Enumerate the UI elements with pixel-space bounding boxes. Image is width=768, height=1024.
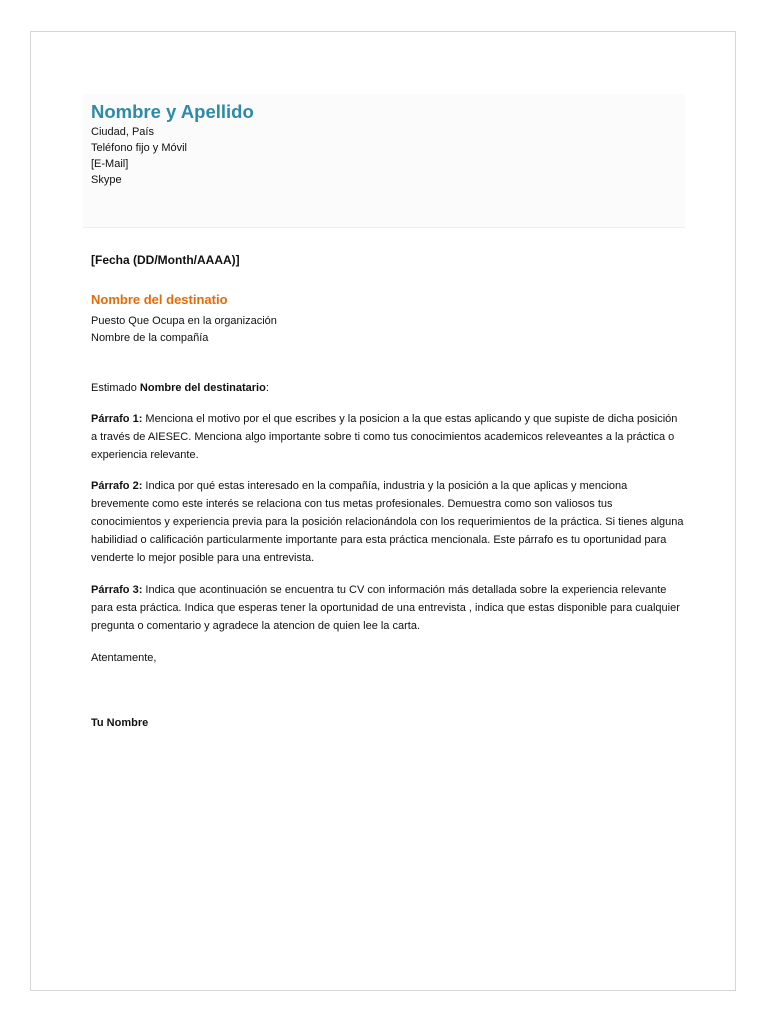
paragraph-3-text: Indica que acontinuación se encuentra tu CV con información más detallada sobre la experiencia relevante para esta práctica. Indica que esperas tener la oportunidad de una entrevista , indica que estas disponible para cualquier pregunta o comentario y agradece la atencion de quien lee la carta. [91, 584, 680, 632]
paragraph-1 [91, 410, 685, 464]
greeting-recipient: Nombre del destinatario [139, 382, 266, 394]
paragraph-1-label: Párrafo 1: [91, 413, 143, 425]
paragraph-3-label: Párrafo 3: [91, 584, 143, 596]
signature-name: Tu Nombre [91, 717, 149, 729]
letter-date: [Fecha (DD/Month/AAAA)] [91, 253, 240, 267]
paragraph-2 [91, 477, 685, 567]
sender-name: Nombre y Apellido [91, 101, 254, 122]
greeting-prefix: Estimado [91, 382, 140, 394]
document-page [30, 31, 736, 991]
sender-email: [E-Mail] [91, 158, 129, 170]
sender-city: Ciudad, País [91, 126, 154, 138]
paragraph-1-text: Menciona el motivo por el que escribes y la posicion a la que estas aplicando y que supiste de dicha posición a través de AIESEC. Menciona algo importante sobre ti como tus conocimientos academicos releveantes a la práctica o experiencia relevante. [91, 413, 678, 461]
sender-phone: Teléfono fijo y Móvil [91, 142, 187, 154]
paragraph-2-text: Indica por qué estas interesado en la compañía, industria y la posición a la que aplicas y menciona brevemente como este interés se relaciona con tus metas profesionales. Demuestra como son valiosos tus conocimientos y experiencia previa para la posición relacionándola con los requerimientos de la práctica. Si tienes alguna habilidiad o calificación particularmente importante para esta práctica mencionala. Este párrafo es tu oportunidad para venderte lo mejor posible para una entrevista. [91, 480, 684, 564]
greeting-suffix: : [265, 382, 269, 394]
greeting [91, 379, 685, 397]
sender-skype: Skype [91, 174, 122, 186]
recipient-name: Nombre del destinatio [91, 292, 228, 307]
paragraph-2-label: Párrafo 2: [91, 480, 143, 492]
recipient-details [91, 313, 277, 347]
recipient-position: Puesto Que Ocupa en la organización [91, 315, 277, 327]
recipient-company: Nombre de la compañía [91, 332, 209, 344]
paragraph-3 [91, 581, 685, 635]
sender-contact [91, 124, 187, 188]
closing: Atentamente, [91, 652, 157, 664]
